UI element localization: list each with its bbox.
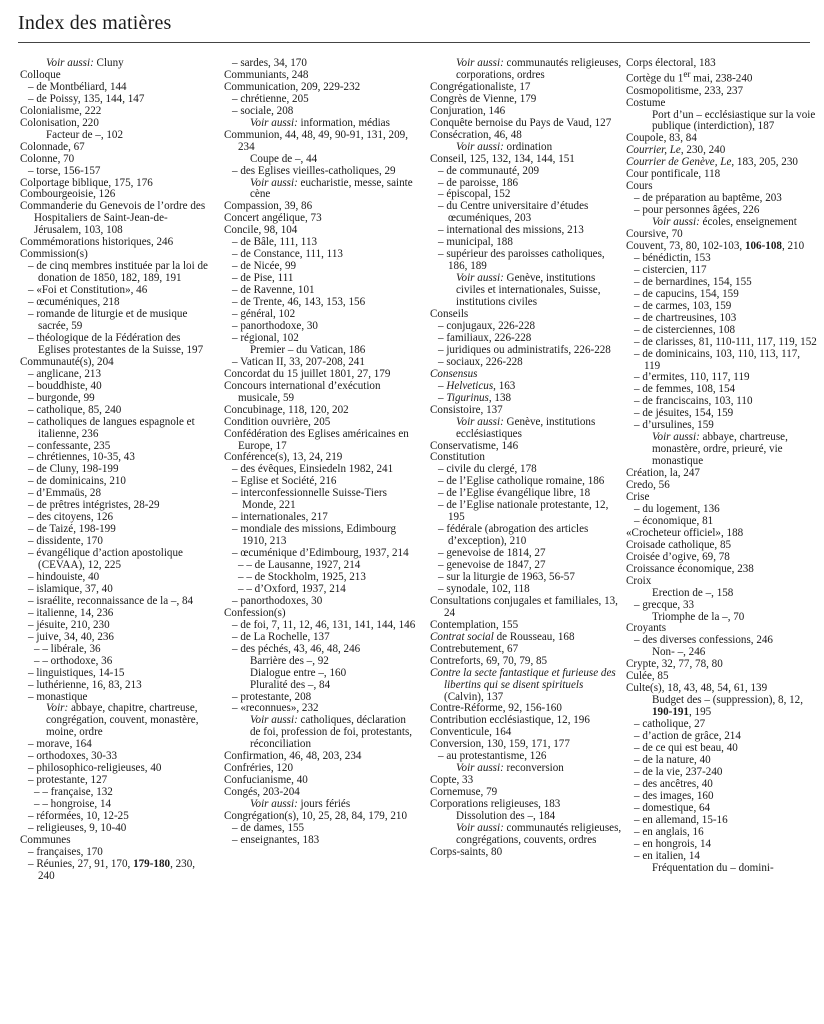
index-entry: – chrétienne, 205 xyxy=(232,92,309,105)
index-entry: – Eglise et Société, 216 xyxy=(232,475,337,488)
index-entry: – de préparation au baptême, 203 xyxy=(634,192,782,205)
index-entry: – panorthodoxes, 30 xyxy=(232,594,323,607)
index-entry: – de dames, 155 xyxy=(232,822,305,834)
index-entry: – islamique, 37, 40 xyxy=(28,582,113,595)
page-header xyxy=(18,8,810,43)
index-entry: Voir aussi: reconversion xyxy=(456,762,564,775)
index-entry: – synodale, 102, 118 xyxy=(438,582,530,595)
index-entry: Cornemuse, 79 xyxy=(430,786,498,799)
index-entry: – fédérale (abrogation des articles d’exception), 210 xyxy=(438,523,589,548)
index-entry: Costume xyxy=(626,96,666,109)
index-entry: – des images, 160 xyxy=(634,789,714,802)
index-entry: – mondiale des missions, Edimbourg 1910, 213 xyxy=(232,523,397,548)
index-entry: Credo, 56 xyxy=(626,479,670,492)
index-entry: – de Constance, 111, 113 xyxy=(232,248,343,261)
index-entry: – de clarisses, 81, 110-111, 117, 119, 152 xyxy=(634,335,817,348)
index-entry: – évangélique d’action apostolique (CEVAA), 12, 225 xyxy=(28,547,183,572)
index-entry: – enseignantes, 183 xyxy=(232,833,320,846)
index-entry: Conférence(s), 13, 24, 219 xyxy=(224,451,343,464)
index-entry: Cosmopolitisme, 233, 237 xyxy=(626,84,744,97)
index-entry: – d’ursulines, 159 xyxy=(634,419,714,432)
index-entry: Courrier, Le, 230, 240 xyxy=(626,144,726,157)
index-entry: Contre-Réforme, 92, 156-160 xyxy=(430,702,562,715)
index-entry: – supérieur des paroisses catholiques, 186, 189 xyxy=(438,248,605,273)
index-entry: Colonisation, 220 xyxy=(20,116,99,129)
index-entry: – sociale, 208 xyxy=(232,104,294,117)
index-entry: – des évêques, Einsiedeln 1982, 241 xyxy=(232,463,394,476)
index-entry: Dialogue entre –, 160 xyxy=(250,666,347,679)
index-entry: Constitution xyxy=(430,451,485,464)
index-entry: – genevoise de 1814, 27 xyxy=(438,547,546,560)
index-entry: – jésuite, 210, 230 xyxy=(28,618,110,631)
index-entry: Consécration, 46, 48 xyxy=(430,128,522,141)
index-entry: Voir aussi: ordination xyxy=(456,140,553,153)
index-entry: Conservatisme, 146 xyxy=(430,439,519,452)
index-entry: Croisée d’ogive, 69, 78 xyxy=(626,550,730,563)
index-entry: Croix xyxy=(626,574,652,587)
index-entry: – de l’Eglise nationale protestante, 12, 195 xyxy=(438,499,609,524)
index-entry: – juridiques ou administratifs, 226-228 xyxy=(438,343,611,356)
index-entry: – sardes, 34, 170 xyxy=(232,57,307,69)
index-entry: – israélite, reconnaissance de la –, 84 xyxy=(28,594,194,607)
index-entry: Voir aussi: Cluny xyxy=(46,57,124,69)
index-entry: Communes xyxy=(20,833,71,846)
index-entry: – françaises, 170 xyxy=(28,845,103,858)
index-entry: – panorthodoxe, 30 xyxy=(232,319,318,332)
index-entry: – chrétiennes, 10-35, 43 xyxy=(28,451,135,464)
index-entry: Coupole, 83, 84 xyxy=(626,132,697,145)
index-entry: – international des missions, 213 xyxy=(438,224,584,237)
index-entry: Premier – du Vatican, 186 xyxy=(250,343,366,356)
index-column-2 xyxy=(224,58,416,847)
index-entry: – dissidente, 170 xyxy=(28,535,103,548)
index-entry: – de paroisse, 186 xyxy=(438,176,519,189)
index-entry: – pour personnes âgées, 226 xyxy=(634,204,760,217)
index-entry: – anglicane, 213 xyxy=(28,367,102,380)
index-entry: Coupe de –, 44 xyxy=(250,152,318,165)
index-entry: Conquête bernoise du Pays de Vaud, 127 xyxy=(430,116,612,129)
index-entry: – des péchés, 43, 46, 48, 246 xyxy=(232,642,361,655)
index-entry: Communication, 209, 229-232 xyxy=(224,80,361,93)
index-entry: – «reconnues», 232 xyxy=(232,702,319,715)
index-entry: Consultations conjugales et familiales, 13, 24 xyxy=(430,594,618,619)
index-entry: Voir aussi: catholiques, déclaration de foi, profession de foi, protestants, réconciliation xyxy=(250,714,413,751)
index-entry: Cours xyxy=(626,180,653,193)
index-entry: – de ce qui est beau, 40 xyxy=(634,742,738,755)
index-entry: – en hongrois, 14 xyxy=(634,837,712,850)
index-entry: – «Foi et Constitution», 46 xyxy=(28,284,148,297)
index-entry: – de capucins, 154, 159 xyxy=(634,287,739,300)
index-entry: Crypte, 32, 77, 78, 80 xyxy=(626,658,723,671)
index-entry: – en anglais, 16 xyxy=(634,825,704,838)
index-entry: Communion, 44, 48, 49, 90-91, 131, 209, 234 xyxy=(224,128,408,153)
index-entry: Consistoire, 137 xyxy=(430,403,503,416)
index-entry: – orthodoxes, 30-33 xyxy=(28,750,118,763)
index-entry: Port d’un – ecclésiastique sur la voie publique (interdiction), 187 xyxy=(652,108,816,133)
index-entry: – au protestantisme, 126 xyxy=(438,750,547,763)
index-entry: Copte, 33 xyxy=(430,774,474,787)
index-entry: Contre la secte fantastique et furieuse des libertins qui se disent spirituels (Calvin), 137 xyxy=(430,666,616,703)
index-entry: – juive, 34, 40, 236 xyxy=(28,630,114,643)
index-entry: Voir: abbaye, chapitre, chartreuse, congrégation, couvent, monastère, moine, ordre xyxy=(46,702,199,739)
index-entry: Croisade catholique, 85 xyxy=(626,538,732,551)
index-entry: – de Taizé, 198-199 xyxy=(28,523,116,536)
index-entry: – internationales, 217 xyxy=(232,511,328,524)
index-entry: – du logement, 136 xyxy=(634,502,720,515)
index-entry: – – de Stockholm, 1925, 213 xyxy=(238,570,366,583)
index-entry: Crise xyxy=(626,491,650,503)
index-entry: – bouddhiste, 40 xyxy=(28,379,102,392)
index-entry: – conjugaux, 226-228 xyxy=(438,319,536,332)
index-entry: Concert angélique, 73 xyxy=(224,212,322,225)
index-entry: Concordat du 15 juillet 1801, 27, 179 xyxy=(224,367,391,380)
index-column-3 xyxy=(430,58,622,859)
index-entry: Colportage biblique, 175, 176 xyxy=(20,176,153,189)
index-entry: – des diverses confessions, 246 xyxy=(634,634,773,647)
index-entry: Fréquentation du – domini- xyxy=(652,861,774,874)
index-entry: – de carmes, 103, 159 xyxy=(634,299,732,312)
index-entry: – d’action de grâce, 214 xyxy=(634,730,741,743)
index-entry: Congrégation(s), 10, 25, 28, 84, 179, 210 xyxy=(224,810,408,823)
index-entry: Barrière des –, 92 xyxy=(250,654,329,667)
index-entry: Corps électoral, 183 xyxy=(626,57,716,69)
index-entry: – Vatican II, 33, 207-208, 241 xyxy=(232,355,365,368)
index-entry: – de foi, 7, 11, 12, 46, 131, 141, 144, 146 xyxy=(232,618,416,631)
index-entry: – en italien, 14 xyxy=(634,849,700,862)
index-entry: Budget des – (suppression), 8, 12, 190-191, 195 xyxy=(652,694,803,719)
index-entry: Colonnade, 67 xyxy=(20,140,85,153)
index-entry: Confréries, 120 xyxy=(224,762,294,775)
index-column-1 xyxy=(20,58,212,883)
index-entry: – régional, 102 xyxy=(232,331,299,344)
index-entry: – de Trente, 46, 143, 153, 156 xyxy=(232,296,366,309)
index-entry: – municipal, 188 xyxy=(438,236,513,249)
index-entry: – catholique, 85, 240 xyxy=(28,403,122,416)
index-entry: Condition ouvrière, 205 xyxy=(224,415,331,428)
index-entry: – d’Emmaüs, 28 xyxy=(28,487,102,500)
index-entry: – catholiques de langues espagnole et italienne, 236 xyxy=(28,415,195,440)
index-entry: – Helveticus, 163 xyxy=(438,379,516,392)
index-entry: – de cisterciennes, 108 xyxy=(634,323,736,336)
index-entry: – de dominicains, 103, 110, 113, 117, 119 xyxy=(634,347,801,372)
index-entry: – torse, 156-157 xyxy=(28,164,101,177)
index-entry: Congés, 203-204 xyxy=(224,786,300,799)
page-title: Index des matières xyxy=(18,12,172,34)
index-entry: Coursive, 70 xyxy=(626,228,683,241)
index-entry: – de dominicains, 210 xyxy=(28,475,126,488)
index-entry: – de Poissy, 135, 144, 147 xyxy=(28,92,145,105)
index-entry: – de Nicée, 99 xyxy=(232,260,297,273)
index-entry: – – française, 132 xyxy=(34,786,113,799)
index-entry: – cistercien, 117 xyxy=(634,263,707,276)
index-entry: – philosophico-religieuses, 40 xyxy=(28,762,162,775)
index-entry: Contreforts, 69, 70, 79, 85 xyxy=(430,654,548,667)
index-entry: – – d’Oxford, 1937, 214 xyxy=(238,582,346,595)
index-entry: Colonialisme, 222 xyxy=(20,104,102,117)
index-entry: Colonne, 70 xyxy=(20,152,75,165)
index-entry: – Réunies, 27, 91, 170, 179-180, 230, 240 xyxy=(28,857,196,882)
index-entry: – d’ermites, 110, 117, 119 xyxy=(634,371,750,384)
index-entry: Triomphe de la –, 70 xyxy=(652,610,745,623)
index-entry: – de femmes, 108, 154 xyxy=(634,383,736,396)
index-entry: «Crocheteur officiel», 188 xyxy=(626,526,744,539)
index-entry: – de cinq membres instituée par la loi de donation de 1850, 182, 189, 191 xyxy=(28,260,208,285)
index-entry: – de jésuites, 154, 159 xyxy=(634,407,734,420)
index-entry: – sociaux, 226-228 xyxy=(438,355,523,368)
index-entry: – morave, 164 xyxy=(28,738,92,751)
index-entry: – linguistiques, 14-15 xyxy=(28,666,125,679)
index-entry: – – libérale, 36 xyxy=(34,642,101,655)
index-entry: Congrégationaliste, 17 xyxy=(430,80,531,93)
index-entry: – de chartreusines, 103 xyxy=(634,311,737,324)
index-entry: Contrat social de Rousseau, 168 xyxy=(430,630,575,643)
index-entry: Confédération des Eglises américaines en Europe, 17 xyxy=(224,427,409,452)
index-entry: Création, la, 247 xyxy=(626,467,700,480)
index-entry: – civile du clergé, 178 xyxy=(438,463,537,476)
index-entry: Culte(s), 18, 43, 48, 54, 61, 139 xyxy=(626,682,768,695)
index-entry: Couvent, 73, 80, 102-103, 106-108, 210 xyxy=(626,239,805,252)
index-entry: – de la nature, 40 xyxy=(634,753,711,766)
index-entry: Voir aussi: Genève, institutions civiles et internationales, Suisse, institutions civiles xyxy=(456,272,601,309)
index-entry: – des Eglises vieilles-catholiques, 29 xyxy=(232,164,396,177)
index-entry: Corps-saints, 80 xyxy=(430,845,503,858)
index-entry: – monastique xyxy=(28,690,88,703)
index-entry: – confessante, 235 xyxy=(28,439,111,452)
index-entry: – de communauté, 209 xyxy=(438,164,540,177)
index-entry: Concubinage, 118, 120, 202 xyxy=(224,403,349,416)
index-entry: Voir aussi: communautés religieuses, corporations, ordres xyxy=(456,57,622,81)
index-entry: – général, 102 xyxy=(232,308,296,321)
index-entry: Contrebutement, 67 xyxy=(430,642,519,655)
index-entry: Croissance économique, 238 xyxy=(626,562,754,575)
index-entry: – de La Rochelle, 137 xyxy=(232,630,330,643)
index-entry: Non- –, 246 xyxy=(652,646,706,659)
index-entry: Consensus xyxy=(430,367,478,380)
index-entry: Colloque xyxy=(20,68,61,81)
index-entry: – de Ravenne, 101 xyxy=(232,284,315,297)
index-entry: – en allemand, 15-16 xyxy=(634,813,728,826)
index-entry: – – de Lausanne, 1927, 214 xyxy=(238,559,361,572)
index-entry: Confirmation, 46, 48, 203, 234 xyxy=(224,750,362,763)
index-entry: Voir aussi: communautés religieuses, congrégations, couvents, ordres xyxy=(456,822,622,846)
index-entry: Cortège du 1er mai, 238-240 xyxy=(626,69,753,85)
index-entry: – hindouiste, 40 xyxy=(28,570,100,583)
index-entry: – protestante, 208 xyxy=(232,690,312,703)
index-entry: Culée, 85 xyxy=(626,670,669,683)
index-entry: – domestique, 64 xyxy=(634,801,711,814)
index-entry: – protestante, 127 xyxy=(28,774,108,787)
index-entry: – italienne, 14, 236 xyxy=(28,606,114,619)
index-entry: – de Montbéliard, 144 xyxy=(28,80,127,93)
index-entry: – religieuses, 9, 10-40 xyxy=(28,822,127,834)
index-entry: – catholique, 27 xyxy=(634,718,706,731)
index-entry: – du Centre universitaire d’études œcuméniques, 203 xyxy=(438,200,589,225)
index-entry: – de prêtres intégristes, 28-29 xyxy=(28,499,160,512)
index-entry: – interconfessionnelle Suisse-Tiers Monde, 221 xyxy=(232,487,387,512)
index-entry: – romande de liturgie et de musique sacrée, 59 xyxy=(28,308,188,332)
index-entry: Communauté(s), 204 xyxy=(20,355,114,368)
index-entry: – des citoyens, 126 xyxy=(28,511,114,524)
index-entry: Facteur de –, 102 xyxy=(46,128,124,141)
index-entry: Dissolution des –, 184 xyxy=(456,810,556,823)
index-entry: – théologique de la Fédération des Eglises protestantes de la Suisse, 197 xyxy=(28,331,204,356)
index-entry: Concours international d’exécution musicale, 59 xyxy=(224,379,381,404)
index-entry: – de la vie, 237-240 xyxy=(634,765,723,778)
index-entry: – genevoise de 1847, 27 xyxy=(438,559,546,572)
index-entry: – – orthodoxe, 36 xyxy=(34,654,113,667)
index-entry: Contribution ecclésiastique, 12, 196 xyxy=(430,714,590,727)
index-entry: – sur la liturgie de 1963, 56-57 xyxy=(438,570,575,583)
index-entry: Voir aussi: écoles, enseignement xyxy=(652,216,797,229)
index-entry: Conjuration, 146 xyxy=(430,104,506,117)
index-entry: Communiants, 248 xyxy=(224,68,309,81)
index-entry: Conversion, 130, 159, 171, 177 xyxy=(430,738,570,751)
index-entry: Courrier de Genève, Le, 183, 205, 230 xyxy=(626,156,798,169)
index-entry: Cour pontificale, 118 xyxy=(626,168,721,181)
index-entry: – œcuméniques, 218 xyxy=(28,296,120,309)
index-entry: – œcuménique d’Edimbourg, 1937, 214 xyxy=(232,547,409,560)
index-entry: Conseil, 125, 132, 134, 144, 151 xyxy=(430,152,575,165)
index-entry: Concile, 98, 104 xyxy=(224,224,298,237)
index-entry: – réformées, 10, 12-25 xyxy=(28,810,129,823)
index-entry: Voir aussi: abbaye, chartreuse, monastère, ordre, prieuré, vie monastique xyxy=(652,431,788,468)
index-entry: – luthérienne, 16, 83, 213 xyxy=(28,678,142,691)
index-entry: Voir aussi: Genève, institutions ecclésiastiques xyxy=(456,415,596,440)
index-entry: – de l’Eglise évangélique libre, 18 xyxy=(438,487,591,500)
index-entry: Combourgeoisie, 126 xyxy=(20,188,116,201)
index-entry: Voir aussi: eucharistie, messe, sainte cène xyxy=(250,176,413,201)
index-entry: Commission(s) xyxy=(20,248,88,261)
index-entry: – burgonde, 99 xyxy=(28,391,95,404)
index-entry: Conventicule, 164 xyxy=(430,726,512,739)
index-entry: – des ancêtres, 40 xyxy=(634,777,713,790)
index-entry: – – hongroise, 14 xyxy=(34,798,112,811)
index-entry: – de bernardines, 154, 155 xyxy=(634,275,752,288)
index-entry: – familiaux, 226-228 xyxy=(438,331,532,344)
index-entry: – de franciscains, 103, 110 xyxy=(634,395,753,408)
index-entry: Voir aussi: information, médias xyxy=(250,116,390,129)
index-entry: Contemplation, 155 xyxy=(430,618,519,631)
index-entry: Erection de –, 158 xyxy=(652,586,734,599)
index-entry: – de l’Eglise catholique romaine, 186 xyxy=(438,475,605,488)
index-entry: – de Cluny, 198-199 xyxy=(28,463,119,476)
index-entry: – grecque, 33 xyxy=(634,598,695,611)
index-entry: – de Pise, 111 xyxy=(232,272,294,285)
index-entry: Voir aussi: jours fériés xyxy=(250,798,351,811)
index-entry: – économique, 81 xyxy=(634,514,714,527)
index-column-4 xyxy=(626,58,818,875)
index-entry: – épiscopal, 152 xyxy=(438,188,511,201)
index-entry: Commémorations historiques, 246 xyxy=(20,236,174,249)
index-entry: Pluralité des –, 84 xyxy=(250,678,331,691)
index-entry: Confucianisme, 40 xyxy=(224,774,308,787)
index-entry: Congrès de Vienne, 179 xyxy=(430,92,537,105)
index-entry: Commanderie du Genevois de l’ordre des Hospitaliers de Saint-Jean-de-Jérusalem, 103, 108 xyxy=(20,200,206,237)
index-entry: Compassion, 39, 86 xyxy=(224,200,313,213)
index-entry: Confession(s) xyxy=(224,606,286,619)
index-entry: Croyants xyxy=(626,622,667,635)
index-entry: – bénédictin, 153 xyxy=(634,251,711,264)
index-entry: – de Bâle, 111, 113 xyxy=(232,236,318,249)
index-entry: – Tigurinus, 138 xyxy=(438,391,512,404)
index-entry: Conseils xyxy=(430,308,469,321)
index-entry: Corporations religieuses, 183 xyxy=(430,798,561,811)
